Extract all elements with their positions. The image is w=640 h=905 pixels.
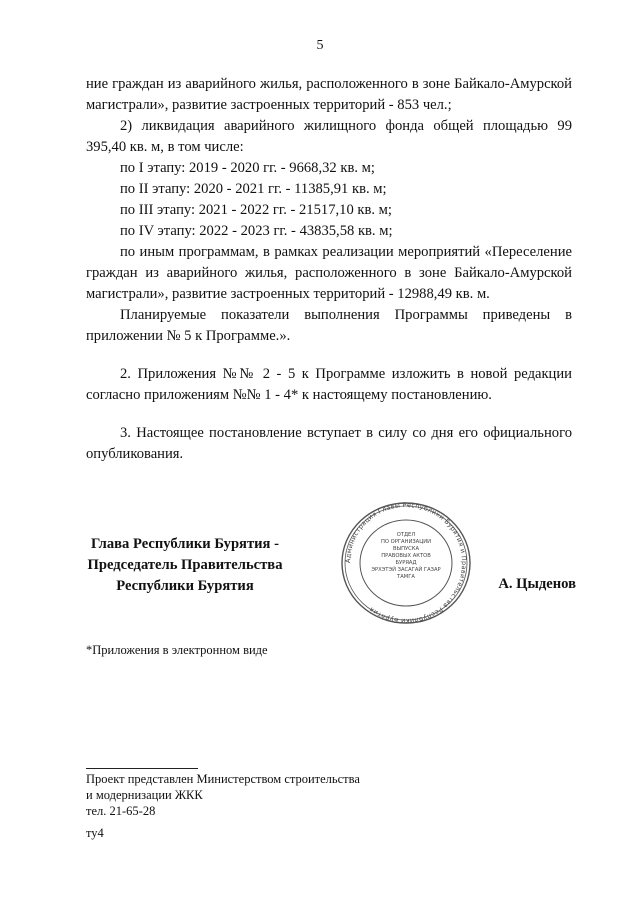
footer-divider <box>86 768 198 769</box>
official-seal <box>326 498 486 628</box>
paragraph-indicators: Планируемые показатели выполнения Программы приведены в приложении № 5 к Программе.». <box>86 307 572 344</box>
document-body <box>86 74 572 465</box>
seal-inner-line: ПРАВОВЫХ АКТОВ <box>381 553 431 559</box>
signature-title-line: Председатель Правительства <box>87 557 283 573</box>
page-number: 5 <box>316 38 324 53</box>
document-code: ту4 <box>86 826 104 840</box>
project-note-line: и модернизации ЖКК <box>86 788 203 802</box>
paragraph-clause-3: 3. Настоящее постановление вступает в силу со дня его официального опубликования. <box>86 425 572 462</box>
paragraph-stage-2: по II этапу: 2020 - 2021 гг. - 11385,91 кв. м; <box>120 181 387 197</box>
project-note-line: Проект представлен Министерством строительства <box>86 772 360 786</box>
signature-title-line: Республики Бурятия <box>116 578 254 594</box>
paragraph-other-programs: по иным программам, в рамках реализации мероприятий «Переселение граждан из аварийного жилья, расположенного в зоне Байкало-Амурской магистрали», развитие застроенных территорий - 12988,49 кв. м. <box>86 244 572 302</box>
seal-outer-text: Администрация Главы Республики Бурятия и Правительства Республики Бурятия <box>343 500 469 626</box>
project-note <box>86 771 360 819</box>
paragraph-continuation: ние граждан из аварийного жилья, расположенного в зоне Байкало-Амурской магистрали», развитие застроенных территорий - 853 чел.; <box>86 76 572 113</box>
paragraph-stage-4: по IV этапу: 2022 - 2023 гг. - 43835,58 кв. м; <box>120 223 393 239</box>
paragraph-item-2: 2) ликвидация аварийного жилищного фонда общей площадью 99 395,40 кв. м, в том числе: <box>86 118 572 155</box>
signature-title <box>80 534 290 597</box>
seal-inner-line: БУРЯАД <box>395 560 417 566</box>
project-note-line: тел. 21-65-28 <box>86 804 156 818</box>
paragraph-stage-3: по III этапу: 2021 - 2022 гг. - 21517,10 кв. м; <box>120 202 392 218</box>
seal-inner-line: ЭРХЭТЭЙ ЗАСАГАЙ ГАЗАР <box>371 567 441 573</box>
paragraph-stage-1: по I этапу: 2019 - 2020 гг. - 9668,32 кв. м; <box>120 160 375 176</box>
signer-name: А. Цыденов <box>498 576 576 592</box>
paragraph-clause-2: 2. Приложения №№ 2 - 5 к Программе изложить в новой редакции согласно приложениям №№ 1 - 4* к настоящему постановлению. <box>86 366 572 403</box>
seal-inner-line: ТАМГА <box>397 574 415 580</box>
seal-inner-line: ПО ОРГАНИЗАЦИИ <box>380 539 432 545</box>
footnote: *Приложения в электронном виде <box>86 643 268 657</box>
seal-inner-line: ВЫПУСКА <box>392 546 420 552</box>
signature-title-line: Глава Республики Бурятия - <box>91 536 279 552</box>
seal-inner-line: ОТДЕЛ <box>396 532 416 538</box>
